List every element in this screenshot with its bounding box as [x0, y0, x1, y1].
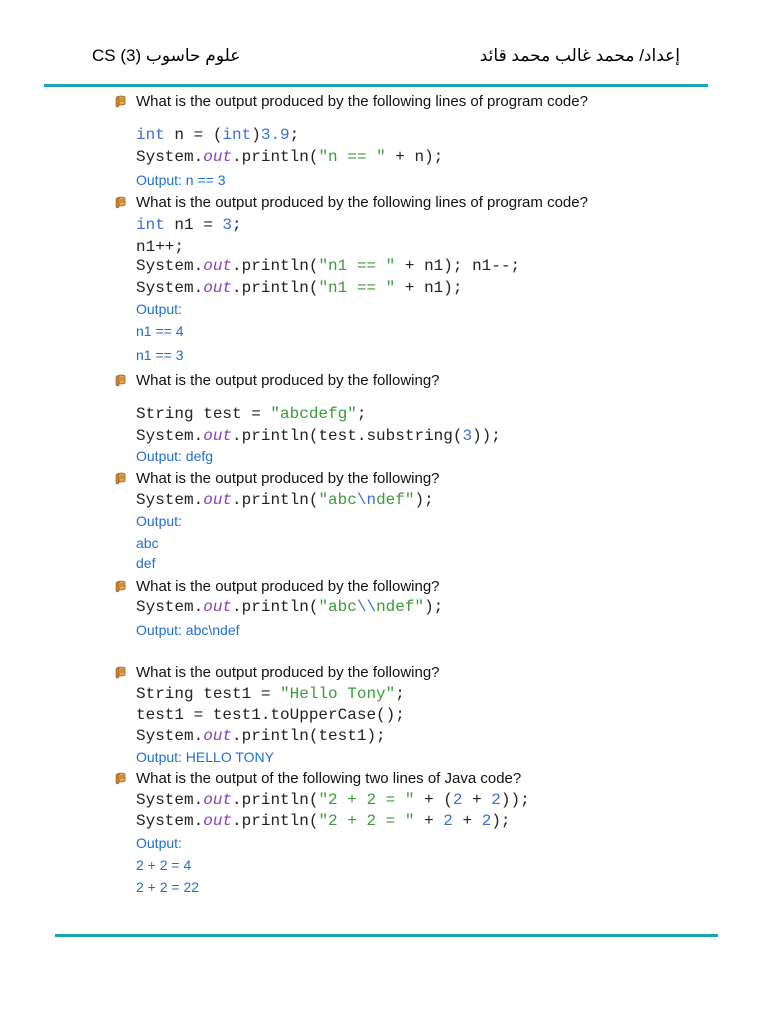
code-line — [136, 279, 462, 298]
output-line: n1 == 4 — [136, 323, 184, 339]
code-token: "n1 == " — [318, 257, 396, 275]
code-token: + n1); — [395, 279, 463, 297]
code-line — [136, 427, 501, 446]
output-line: Output: n == 3 — [136, 172, 226, 188]
code-token: System. — [136, 257, 204, 275]
code-token: out — [203, 257, 233, 275]
question-text: What is the output produced by the following lines of program code? — [136, 93, 588, 110]
code-token: ); — [424, 598, 444, 616]
question-text: What is the output produced by the following? — [136, 372, 440, 389]
author-credit: إعداد/ محمد غالب محمد قائد — [479, 46, 680, 65]
code-token: out — [203, 812, 233, 830]
code-token: System. — [136, 427, 204, 445]
code-token: ndef" — [376, 598, 425, 616]
code-token: out — [203, 279, 233, 297]
code-token: out — [203, 427, 233, 445]
code-token: .println(test1); — [232, 727, 386, 745]
output-line: Output: defg — [136, 448, 214, 464]
scroll-bullet-icon — [115, 772, 127, 785]
output-line: n1 == 3 — [136, 347, 184, 363]
code-token: + n); — [385, 148, 444, 166]
scroll-bullet-icon — [115, 666, 127, 679]
code-token: + ( — [414, 791, 453, 809]
code-token: 3.9 — [260, 126, 290, 144]
code-token: out — [203, 598, 233, 616]
code-token: ; — [289, 126, 300, 144]
code-line — [136, 216, 242, 235]
code-token: ; — [232, 216, 242, 234]
scroll-bullet-icon — [115, 196, 127, 209]
code-token: "abc — [318, 491, 357, 509]
code-token: ; — [395, 685, 405, 703]
scroll-bullet-icon — [115, 472, 127, 485]
code-token: .println( — [232, 491, 319, 509]
scroll-bullet-icon — [115, 95, 127, 108]
scroll-bullet-icon — [115, 374, 127, 387]
question-text: What is the output of the following two lines of Java code? — [136, 770, 522, 787]
question-item — [115, 770, 521, 787]
code-line — [136, 791, 530, 810]
header-divider — [44, 84, 708, 87]
code-line — [136, 812, 511, 831]
code-token: \\ — [356, 598, 377, 616]
code-token: System. — [136, 812, 204, 830]
code-line — [136, 727, 386, 746]
code-token: "2 + 2 = " — [318, 812, 415, 830]
code-token: n = ( — [164, 126, 223, 144]
output-line: 2 + 2 = 4 — [136, 857, 192, 873]
code-token: System. — [136, 279, 204, 297]
code-token: out — [203, 491, 233, 509]
course-title: علوم حاسوب CS (3) — [92, 46, 241, 65]
code-line — [136, 148, 443, 167]
code-token: "Hello Tony" — [280, 685, 396, 703]
code-token: System. — [136, 491, 204, 509]
code-token: System. — [136, 148, 204, 166]
output-line: Output: HELLO TONY — [136, 749, 274, 765]
code-token: out — [203, 148, 233, 166]
code-token: \n — [356, 491, 377, 509]
code-line — [136, 257, 520, 276]
code-token: "n1 == " — [318, 279, 396, 297]
code-token: "abcdefg" — [270, 405, 357, 423]
code-token: ); — [414, 491, 434, 509]
code-token: )); — [500, 791, 530, 809]
code-token: 2 — [443, 812, 453, 830]
code-token: System. — [136, 791, 204, 809]
code-token: int — [136, 216, 165, 234]
code-token: out — [203, 727, 233, 745]
code-token: .println( — [232, 598, 319, 616]
code-token: int — [136, 126, 165, 144]
output-line: 2 + 2 = 22 — [136, 879, 200, 895]
code-token: "n == " — [318, 148, 386, 166]
code-token: test1 = test1.toUpperCase(); — [136, 706, 405, 724]
code-line — [136, 405, 366, 424]
code-token: + — [414, 812, 444, 830]
code-token: .println( — [232, 791, 319, 809]
question-text: What is the output produced by the following? — [136, 578, 440, 595]
question-item — [115, 578, 440, 595]
question-item — [115, 664, 440, 681]
output-line: Output: — [136, 301, 182, 317]
output-line: abc — [136, 535, 159, 551]
code-token: .println(test.substring( — [232, 427, 463, 445]
code-token: int — [222, 126, 252, 144]
question-item — [115, 372, 440, 389]
page-header — [0, 0, 768, 92]
code-token: )); — [472, 427, 501, 445]
code-token: n1++; — [136, 238, 185, 256]
code-token: + — [452, 812, 482, 830]
output-line: def — [136, 555, 156, 571]
code-line — [136, 491, 434, 510]
code-token: n1 = — [164, 216, 223, 234]
output-line: Output: — [136, 835, 182, 851]
code-token: "abc — [318, 598, 357, 616]
output-line: Output: — [136, 513, 182, 529]
code-line — [136, 126, 299, 145]
code-token: out — [203, 791, 233, 809]
code-token: 3 — [222, 216, 233, 234]
code-token: .println( — [232, 279, 319, 297]
question-item — [115, 93, 588, 110]
code-token: ); — [491, 812, 511, 830]
question-text: What is the output produced by the following lines of program code? — [136, 194, 588, 211]
output-line: Output: abc\ndef — [136, 622, 240, 638]
code-token: 2 — [452, 791, 463, 809]
code-token: 2 — [491, 791, 501, 809]
question-text: What is the output produced by the following? — [136, 664, 440, 681]
question-text: What is the output produced by the following? — [136, 470, 440, 487]
code-line — [136, 685, 405, 704]
question-item — [115, 194, 588, 211]
footer-divider — [55, 934, 718, 937]
code-token: .println( — [232, 812, 319, 830]
code-token: ; — [356, 405, 367, 423]
code-token: System. — [136, 727, 204, 745]
code-token: String test = — [136, 405, 271, 423]
code-token: + — [462, 791, 492, 809]
question-item — [115, 470, 440, 487]
code-token: 3 — [462, 427, 473, 445]
code-token: System. — [136, 598, 204, 616]
code-token: .println( — [232, 257, 319, 275]
code-token: "2 + 2 = " — [318, 791, 415, 809]
code-line — [136, 238, 184, 257]
code-token: 2 — [481, 812, 492, 830]
code-token: + n1); n1--; — [395, 257, 521, 275]
code-token: String test1 = — [136, 685, 281, 703]
scroll-bullet-icon — [115, 580, 127, 593]
code-token: .println( — [232, 148, 319, 166]
code-token: def" — [376, 491, 415, 509]
code-line — [136, 706, 405, 725]
code-token: ) — [251, 126, 261, 144]
code-line — [136, 598, 443, 617]
